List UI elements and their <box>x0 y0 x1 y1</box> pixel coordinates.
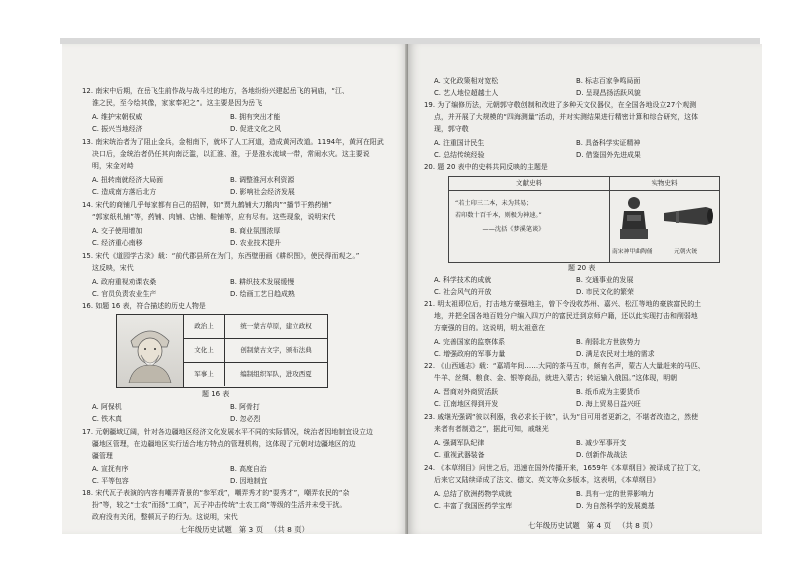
page-3-footer: 七年级历史试题 第 3 页 （共 8 页） <box>180 525 309 534</box>
q14-option-a: A. 交子使用增加 <box>92 227 143 235</box>
q14-line2: “郭家纸札铺”等，药铺、肉铺、店铺、鞋铺等，应有尽有。这些现象，说明宋代 <box>92 213 336 221</box>
page-3 <box>62 44 408 534</box>
q19-option-b: B. 具备科学实证精神 <box>576 139 641 147</box>
genghis-khan-portrait <box>117 315 184 387</box>
q23-line1: 23. 戚继光强调“彼以利器，我必求长于彼”，认为“目可用者更新之，不堪者改造之，然使 <box>424 413 699 421</box>
q13-line2: 决口后，金统治者仍任其向南泛滥，以汇淮、淮，于是淮水流域一带，常闹水灾。这主要说 <box>92 150 370 158</box>
q19-line1: 19. 为了编修历法，元朝郭守敬创制和改进了多种天文仪器仪，在全国各地设立27个观测 <box>424 101 697 109</box>
q21-option-b: B. 削弱北方世族势力 <box>576 338 641 346</box>
q16-row-culture <box>184 339 327 363</box>
q20-option-d: D. 市民文化的繁荣 <box>576 288 634 296</box>
q18-option-a: A. 文化政策相对宽松 <box>434 77 499 85</box>
q16-option-d: D. 忽必烈 <box>230 415 261 423</box>
q21-option-a: A. 完善国家的监察体系 <box>434 338 505 346</box>
q24-line2: 后来它又陆续译成了法文、德文、英文等众多版本，这表明，《本草纲目》 <box>434 476 660 484</box>
q22-option-c: C. 江南地区得到开发 <box>434 400 499 408</box>
q20-quote-line1: “若土印三二本，未为其易； <box>455 200 533 207</box>
q14-option-d: D. 农业技术提升 <box>230 239 282 247</box>
q20-document-cell <box>449 191 610 262</box>
q16-row-key: 军事上 <box>184 363 225 386</box>
q23-option-a: A. 强调军队纪律 <box>434 439 485 447</box>
q20-option-a: A. 科学技术的成就 <box>434 276 492 284</box>
q16-title: 16. 如题 16 表，符合描述的历史人物是 <box>82 302 206 310</box>
q17-option-d: D. 因地制宜 <box>230 477 268 485</box>
q19-option-a: A. 注重国计民生 <box>434 139 485 147</box>
q24-option-c: C. 丰富了我国医药学宝库 <box>434 502 513 510</box>
q23-line2: 来者有者制造之”，据此可知，戚继光 <box>434 425 549 433</box>
q23-option-c: C. 重视武器装备 <box>434 451 485 459</box>
q13-option-b: B. 调整淮河水利资源 <box>230 176 295 184</box>
q24-line1: 24. 《本草纲目》问世之后，迅速在国外传播开来，1659年《本草纲目》被译成了拉丁文， <box>424 464 705 472</box>
q21-option-c: C. 增强政府的军事力量 <box>434 350 506 358</box>
q17-option-b: B. 高度自治 <box>230 465 267 473</box>
q21-line3: 方豪强的目的。这说明，明太祖意在 <box>434 324 546 332</box>
pottery-figurine-caption: 南宋神甲曲陶俑 <box>612 249 653 255</box>
q17-option-a: A. 宣抚有序 <box>92 465 129 473</box>
q20-artifact-cell <box>610 191 719 262</box>
q15-line2: 这反映，宋代 <box>92 264 134 272</box>
q13-line1: 13. 南宋统治者为了阻止金兵，金相南下，就坏了人工河道，造成黄河改道。1194年，黄河在阳武 <box>82 138 384 146</box>
q21-line1: 21. 明太祖即位后，打击地方豪强地主，曾下令没收苏州、嘉兴、松江等地的豪族富民的土 <box>424 300 702 308</box>
q19-option-d: D. 借鉴国外先进成果 <box>576 151 641 159</box>
q18-option-c: C. 艺人地位超越士人 <box>434 89 499 97</box>
q12-line1: 12. 南宋中后期，在岳飞生前作战与战斗过的地方，各地纷纷兴建起岳飞的祠庙，“江、 <box>82 87 349 95</box>
q12-line2: 淮之民，至今绘其像，家家奉祀之”。这主要是因为岳飞 <box>92 99 263 107</box>
q16-option-a: A. 阿保机 <box>92 403 122 411</box>
q22-option-b: B. 纸币成为主要货币 <box>576 388 641 396</box>
q13-line3: 明，宋金对峙 <box>92 162 134 170</box>
q20-quote-source: ——沈括《梦溪笔谈》 <box>455 226 545 233</box>
q15-option-b: B. 耕织技术发展缓慢 <box>230 278 295 286</box>
q21-line2: 地，并把全国各地百姓分户编入四万户的富民迁到京师户籍，还以此实现打击和削弱地 <box>434 312 698 320</box>
q14-option-c: C. 经济重心南移 <box>92 239 143 247</box>
q15-line1: 15. 宋代《道园学古录》载：“前代郡县所在为门，东西壁册画《耕织图》，使民得而观之。” <box>82 252 360 260</box>
q20-table-caption: 题 20 表 <box>568 264 596 272</box>
page-4 <box>408 44 762 534</box>
q17-line3: 疆管理 <box>92 452 113 460</box>
portrait-illustration <box>123 319 177 383</box>
q18-option-b: B. 标志百家争鸣局面 <box>576 77 641 85</box>
q16-table-caption: 题 16 表 <box>202 390 230 398</box>
q16-option-c: C. 铁木真 <box>92 415 122 423</box>
q17-line2: 疆地区管理，在边疆地区实行适合地方特点的管理机构，这体现了元朝对边疆地区的边 <box>92 440 356 448</box>
q16-row-value: 编制组织军队，进攻西夏 <box>240 370 312 378</box>
q12-option-b: B. 拥有突出才能 <box>230 113 281 121</box>
q13-option-c: C. 造成南方落后北方 <box>92 188 157 196</box>
q23-option-b: B. 减少军事开支 <box>576 439 627 447</box>
q13-option-d: D. 影响社会经济发展 <box>230 188 295 196</box>
q16-option-b: B. 阿骨打 <box>230 403 260 411</box>
yuan-hand-cannon-image <box>662 205 714 229</box>
page-4-footer: 七年级历史试题 第 4 页 （共 8 页） <box>528 521 657 530</box>
q12-option-c: C. 振兴当地经济 <box>92 125 143 133</box>
q20-option-c: C. 社会风气的开放 <box>434 288 492 296</box>
q16-row-value: 统一蒙古草原，建立政权 <box>240 322 312 330</box>
q16-row-value: 创制蒙古文字，颁布法典 <box>240 346 312 354</box>
q20-option-b: B. 交通事业的发展 <box>576 276 634 284</box>
q23-option-d: D. 创新作战战法 <box>576 451 628 459</box>
q20-quote-line2: 若印数十百千本，则极为神速。” <box>455 212 542 219</box>
q14-option-b: B. 商业氛围浓厚 <box>230 227 281 235</box>
q20-table <box>448 176 720 263</box>
q16-row-military <box>184 363 327 386</box>
q12-option-d: D. 促进文化之风 <box>230 125 282 133</box>
exam-spread <box>62 44 762 534</box>
q16-row-politics <box>184 315 327 339</box>
q22-line2: 牛羊、丝绸、粮食、金、银等商品，就进入蒙古；转运输入俄国。”这体现，明朝 <box>434 374 678 382</box>
q16-row-key: 政治上 <box>184 315 225 338</box>
q24-option-a: A. 总结了欧洲药物学成就 <box>434 490 512 498</box>
q16-row-key: 文化上 <box>184 339 225 362</box>
q20-header-artifacts: 实物史料 <box>610 177 719 191</box>
q17-line1: 17. 元朝疆域辽阔，针对各边疆地区经济文化发展水平不同的实际情况，统治者因地制宜设立边 <box>82 428 373 436</box>
q19-line2: 点，并开展了大规模的“四海测量”活动，并对实测结果进行精密计算和综合研究，这体 <box>434 113 699 121</box>
q22-option-a: A. 晋商对外商贸活跃 <box>434 388 499 396</box>
q20-title: 20. 题 20 表中的史料共同反映的主题是 <box>424 163 548 171</box>
q18-line1: 18. 宋代瓦子表演的内容有嘲弄背景的“参军戏”，嘲弄秀才的“耍秀才”，嘲弄农民的“杂 <box>82 489 350 497</box>
q15-option-c: C. 官员负责农业生产 <box>92 290 157 298</box>
q15-option-d: D. 绘画工艺日趋成熟 <box>230 290 295 298</box>
q24-option-b: B. 具有一定的世界影响力 <box>576 490 655 498</box>
q20-header-documents: 文献史料 <box>449 177 610 191</box>
q18-line3: 政府没有关闭，整顿瓦子的行为。这说明，宋代 <box>92 513 238 521</box>
q13-option-a: A. 扭转南就经济大局面 <box>92 176 163 184</box>
q17-option-c: C. 平等包容 <box>92 477 129 485</box>
scan-top-edge <box>0 0 794 42</box>
q15-option-a: A. 政府重视劝课农桑 <box>92 278 157 286</box>
q24-option-d: D. 为自然科学的发展奠基 <box>576 502 655 510</box>
q19-line3: 现，郭守敬 <box>434 125 469 133</box>
q16-table <box>116 314 328 388</box>
q18-option-d: D. 呈现昌扬活跃风貌 <box>576 89 641 97</box>
q22-option-d: D. 海上贸易日益兴旺 <box>576 400 641 408</box>
q14-line1: 14. 宋代的商铺几乎每家都有自己的招牌，如“贾九鹤铺大刀鹅肉”“播节干熟药铺” <box>82 201 332 209</box>
q21-option-d: D. 满足农民对土地的需求 <box>576 350 655 358</box>
pottery-figurine-image <box>616 195 652 241</box>
q19-option-c: C. 总结传统经验 <box>434 151 485 159</box>
q18-line2: 扮”等，较之“士农”而扬“工商”，瓦子冲击传统“士农工商”等级的生活并未受干扰。 <box>92 501 347 509</box>
hand-cannon-caption: 元朝火铳 <box>674 249 698 255</box>
q22-line1: 22. 《山西通志》载：“嘉靖年间……大同的茶马互市，颇有名声，蒙古人大量赶来的马匹、 <box>424 362 705 370</box>
q12-option-a: A. 维护宋朝权威 <box>92 113 143 121</box>
